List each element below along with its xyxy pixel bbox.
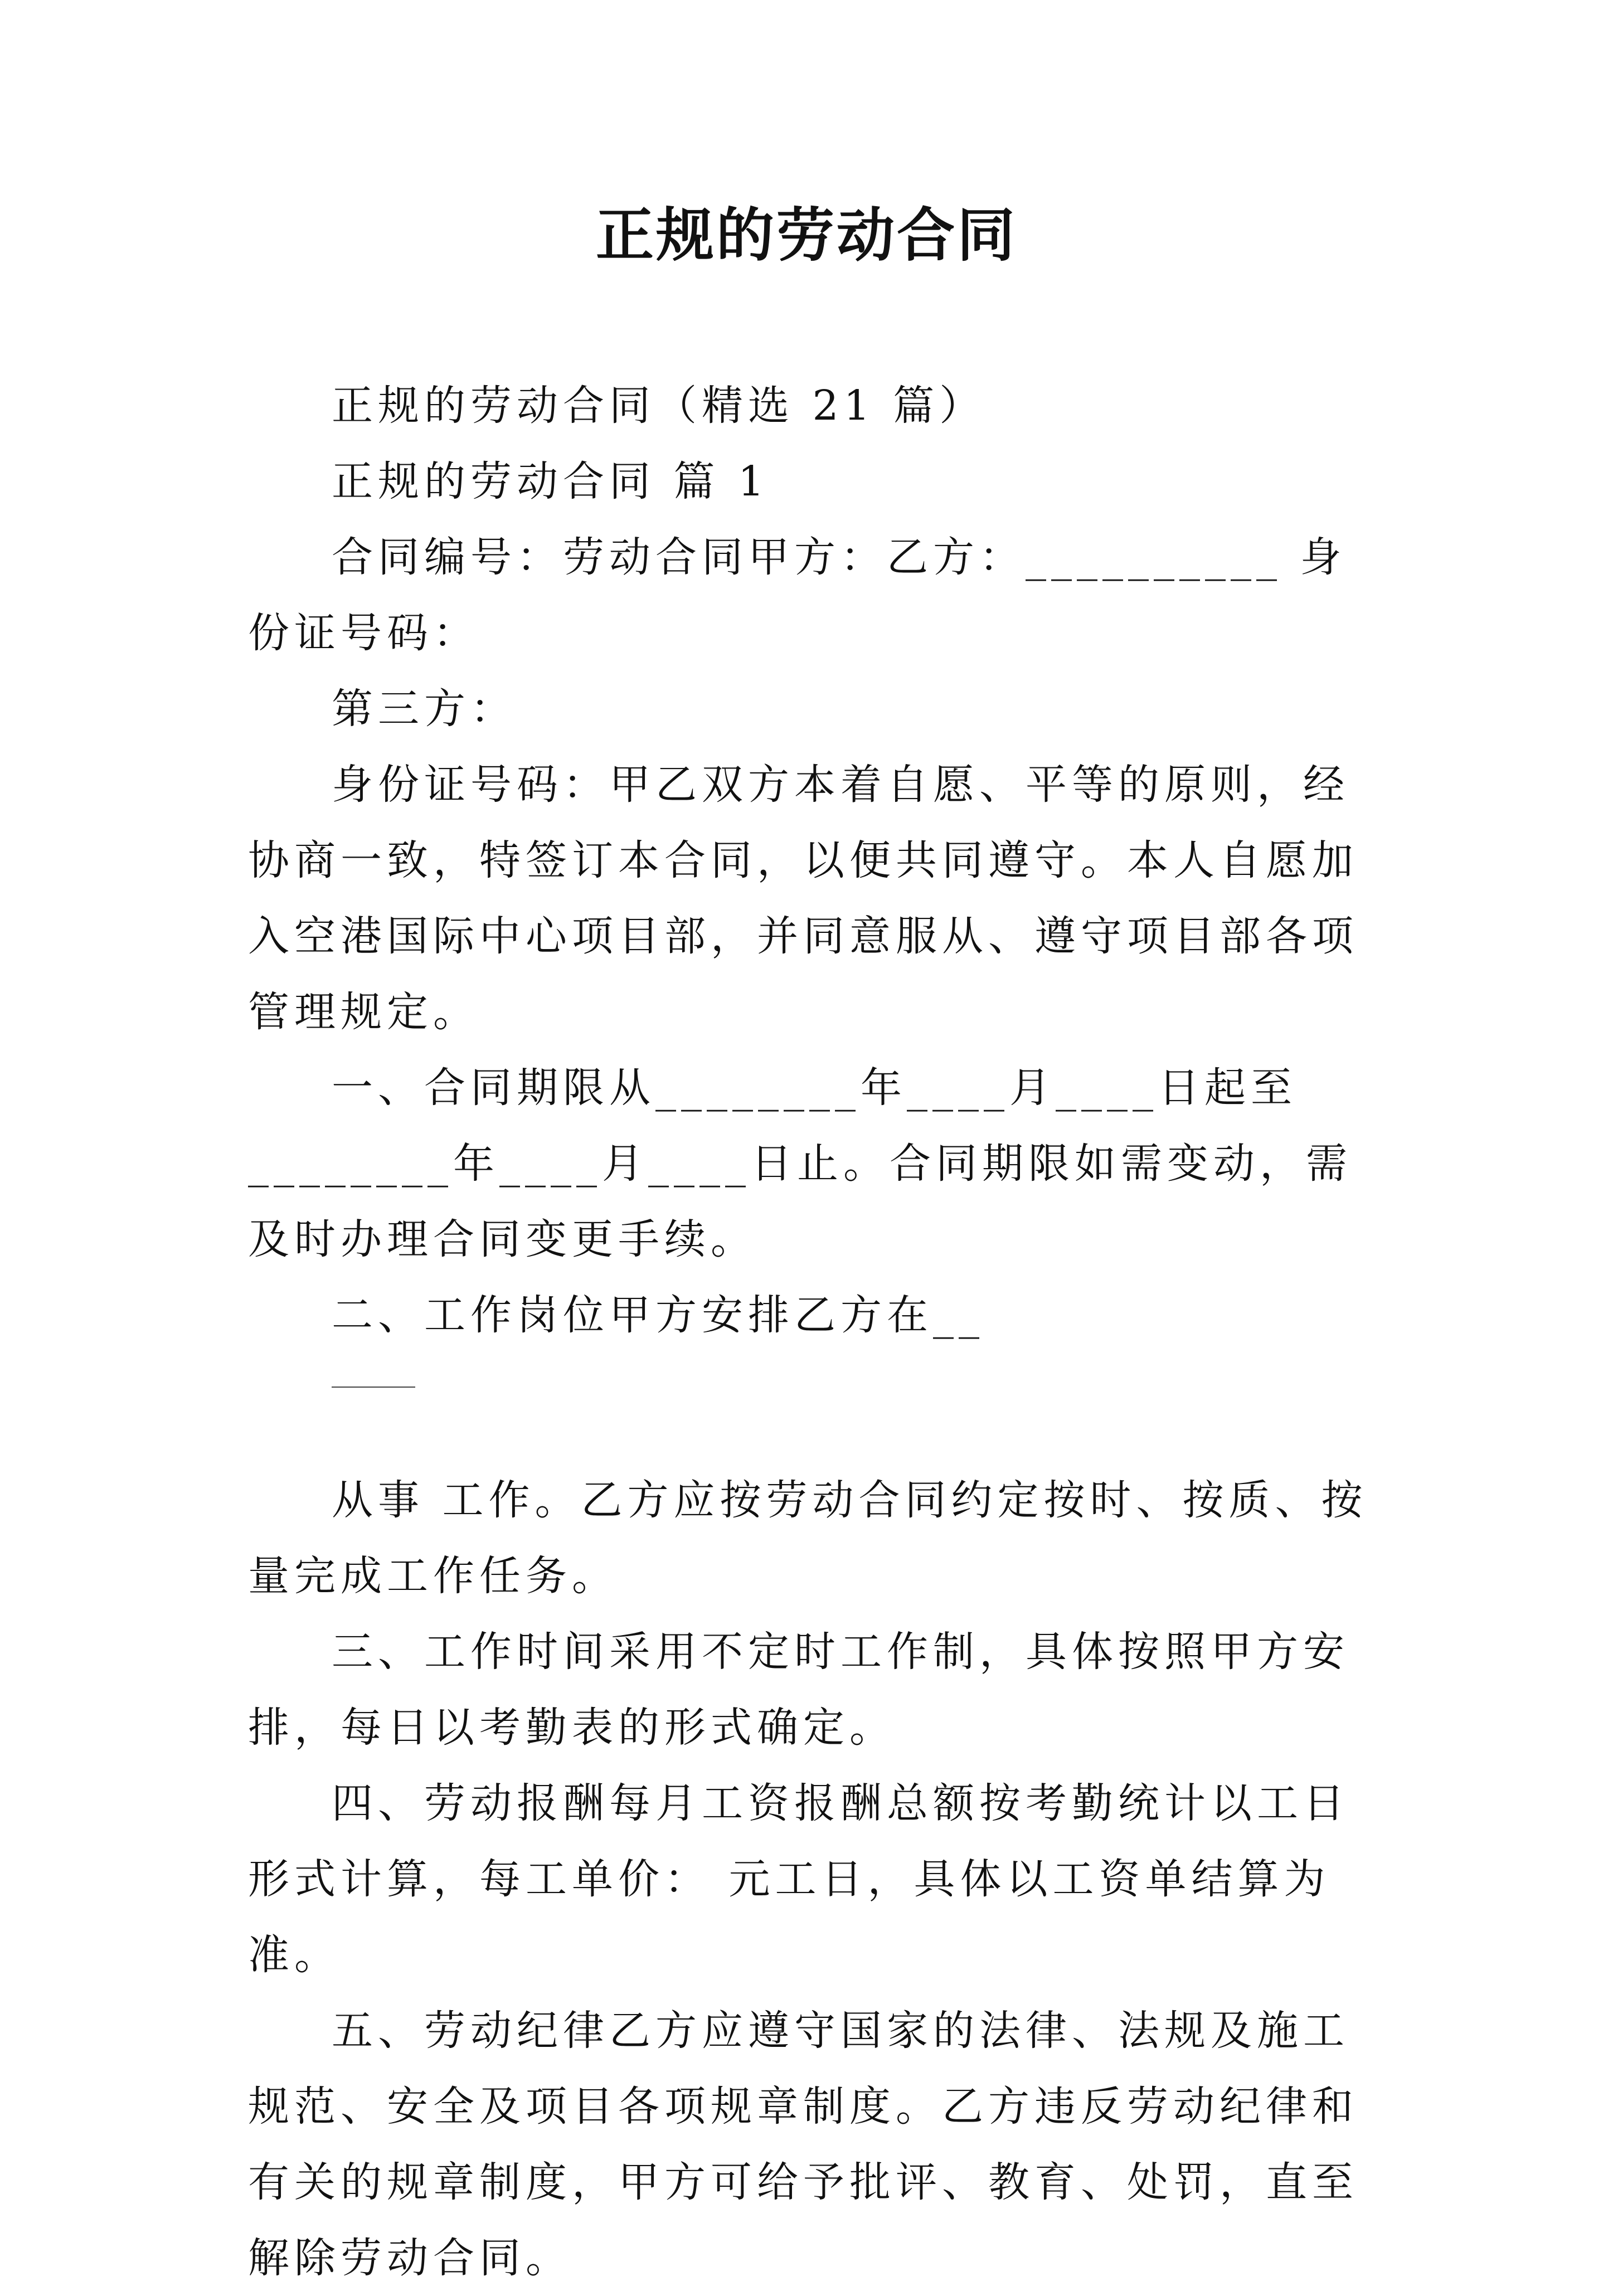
paragraph-work-hours: 三、工作时间采用不定时工作制，具体按照甲方安排，每日以考勤表的形式确定。 <box>248 1628 1349 1752</box>
document-body <box>248 368 1382 2296</box>
document-title: 正规的劳动合同 <box>595 201 1017 269</box>
paragraph-contract-number: 合同编号：劳动合同甲方：乙方：__________ 身份证号码： <box>248 533 1347 657</box>
paragraph-third-party: 第三方： <box>332 685 517 733</box>
paragraph-section-heading: 正规的劳动合同 篇 1 <box>332 458 770 505</box>
paragraph-id-number: 身份证号码：甲乙双方本着自愿、平等的原则，经协商一致，特签订本合同，以便共同遵守。本人自愿加入空港国际中心项目部，并同意服从、遵守项目部各项管理规定。 <box>248 761 1358 1036</box>
blank-line-area <box>248 1387 1382 1462</box>
underline-blank <box>332 1387 415 1388</box>
paragraph-work-position: 二、工作岗位甲方安排乙方在__ <box>332 1291 984 1339</box>
paragraph-work-duty: 从事 工作。乙方应按劳动合同约定按时、按质、按量完成工作任务。 <box>248 1476 1368 1600</box>
paragraph-remuneration: 四、劳动报酬每月工资报酬总额按考勤统计以工日形式计算，每工单价： 元工日，具体以工资单结算为准。 <box>248 1779 1349 1979</box>
paragraph-discipline: 五、劳动纪律乙方应遵守国家的法律、法规及施工规范、安全及项目各项规章制度。乙方违反劳动纪律和有关的规章制度，甲方可给予批评、教育、处罚，直至解除劳动合同。 <box>248 2007 1358 2282</box>
paragraph-subtitle: 正规的劳动合同（精选 21 篇） <box>332 382 986 430</box>
paragraph-contract-term: 一、合同期限从________年____月____日起至________年____月____日止。合同期限如需变动，需及时办理合同变更手续。 <box>248 1064 1352 1263</box>
